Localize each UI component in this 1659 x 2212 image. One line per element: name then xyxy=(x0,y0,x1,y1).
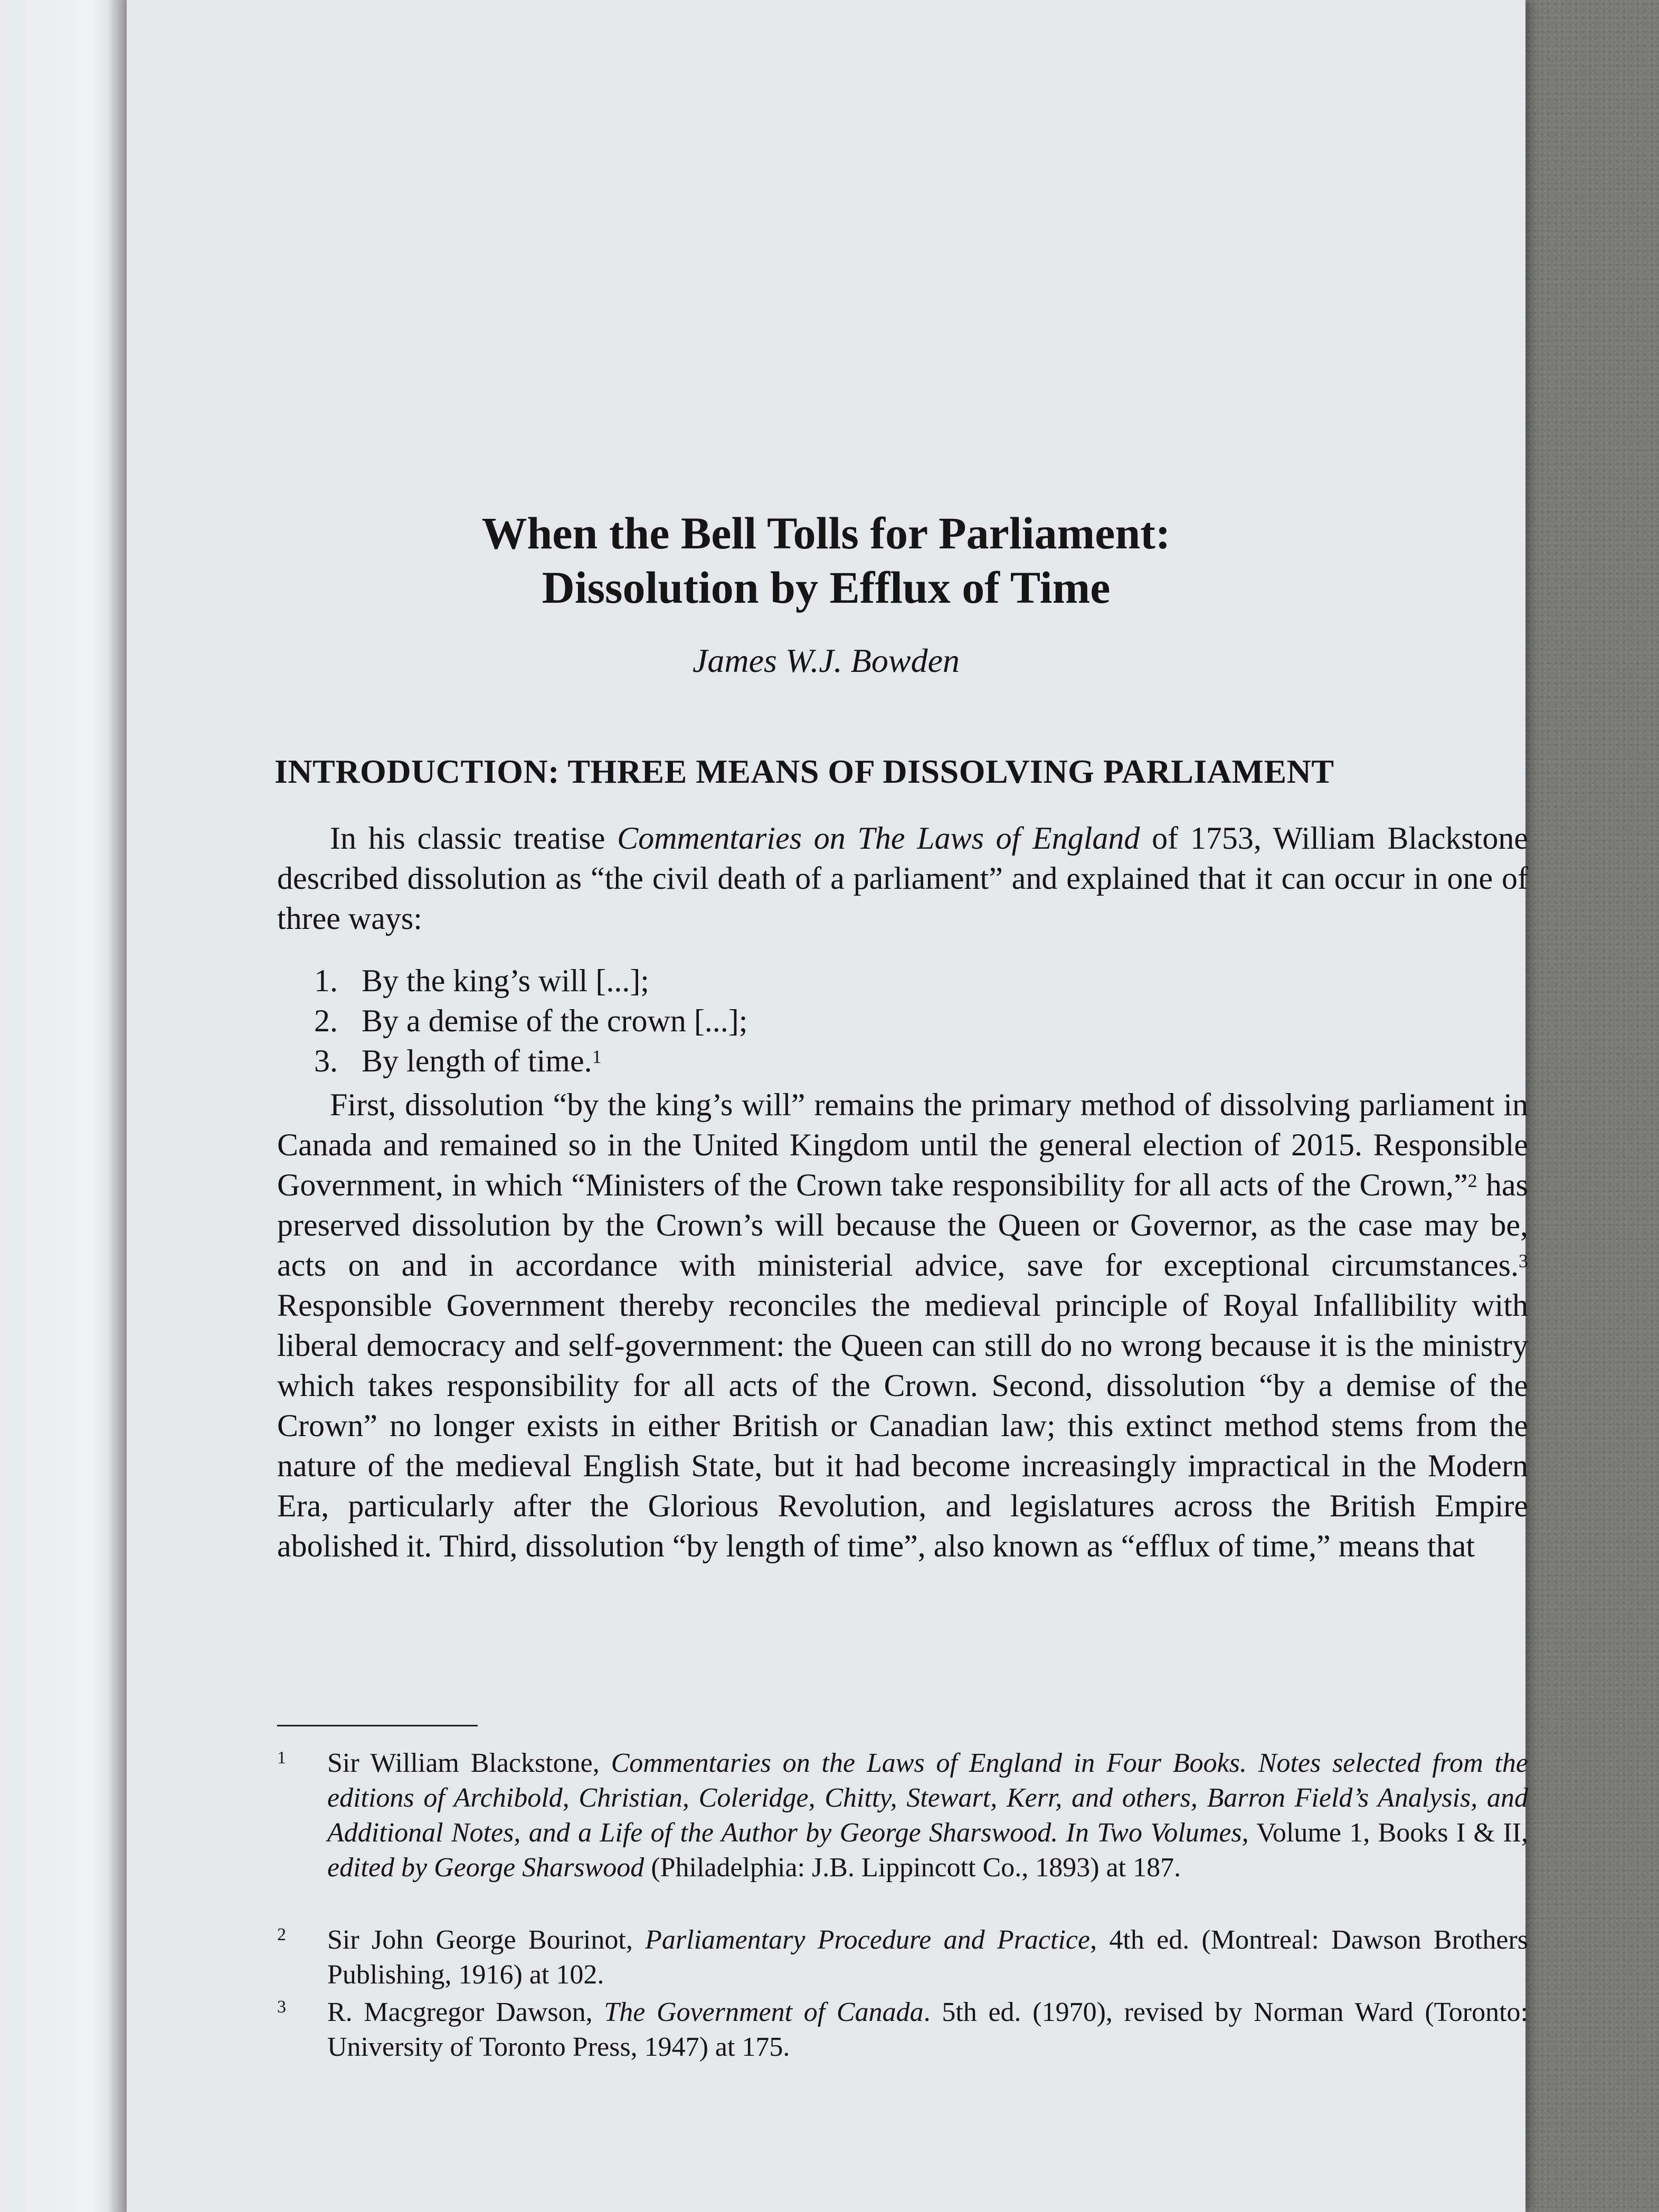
paragraph-1-work-title: Commentaries on The Laws of England xyxy=(617,821,1140,856)
footnote-ref-2[interactable]: 2 xyxy=(1467,1170,1477,1191)
footnote-1: 1 Sir William Blackstone, Commentaries on the Laws of England in Four Books. Notes selected from the editions of Archibold, Christian, Coleridge, Chitty, Stewart, Kerr, and others, Barron Field’s Analysis, and Additional Notes, and a Life of the Author by George Sharswood. In Two Volumes, Volume 1, Books I & II, edited by George Sharswood (Philadelphia: J.B. Lippincott Co., 1893) at 187. xyxy=(277,1746,1528,1885)
list-item: 2. By a demise of the crown [...]; xyxy=(314,1003,748,1038)
list-item: 3. By length of time.$^1$ xyxy=(314,1043,602,1078)
footnote-ref-1[interactable]: 1 xyxy=(592,1046,602,1067)
footnote-mark: 2 xyxy=(277,1925,286,1944)
paragraph-1-rest: of 1753, William Blackstone described dissolution as “the civil death of a parliament” and explained that it can occur in one of three ways: xyxy=(277,821,1528,936)
paragraph-2: First, dissolution “by the king’s will” remains the primary method of dissolving parliament in Canada and remained so in the United Kingdom until the general election of 2015. Responsible Government, in which “Ministers of the Crown take responsibility for all acts of the Crown,”$^2$ has preserved dissolution by the Crown’s will because the Queen or Governor, as the case may be, acts on and in accordance with ministerial advice, save for exceptional circumstances.$^3$ Responsible Government thereby reconciles the medieval principle of Royal Infallibility with liberal democracy and self-government: the Queen can still do no wrong because it is the ministry which takes responsibility for all acts of the Crown. Second, dissolution “by a demise of the Crown” no longer exists in either British or Canadian law; this extinct method stems from the nature of the medieval English State, but it had become increasingly impractical in the Modern Era, particularly after the Glorious Revolution, and legislatures across the British Empire abolished it. Third, dissolution “by length of time”, also known as “efflux of time,” means that xyxy=(277,1087,1529,1563)
footnote-divider xyxy=(277,1725,478,1726)
section-heading: INTRODUCTION: THREE MEANS OF DISSOLVING PARLIAMENT xyxy=(274,753,1334,790)
footnote-3: 3 R. Macgregor Dawson, The Government of Canada. 5th ed. (1970), revised by Norman Ward (Toronto: University of Toronto Press, 1947) at 175. xyxy=(277,1995,1528,2065)
paragraph-1-lead: In his classic treatise xyxy=(330,821,618,856)
paragraph-1 xyxy=(277,818,1528,938)
author: James W.J. Bowden xyxy=(693,642,960,679)
footnote-2: 2 Sir John George Bourinot, Parliamentary Procedure and Practice, 4th ed. (Montreal: Dawson Brothers Publishing, 1916) at 102. xyxy=(277,1923,1528,1992)
list-item: 1. By the king’s will [...]; xyxy=(314,963,649,998)
footnote-ref-3[interactable]: 3 xyxy=(1519,1250,1528,1271)
title-line-2: Dissolution by Efflux of Time xyxy=(542,562,1111,613)
document-page xyxy=(127,0,1529,2212)
footnote-mark: 1 xyxy=(277,1748,286,1768)
title-line-1: When the Bell Tolls for Parliament: xyxy=(481,508,1171,558)
footnote-mark: 3 xyxy=(277,1997,286,2017)
dissolution-list xyxy=(314,961,747,1081)
